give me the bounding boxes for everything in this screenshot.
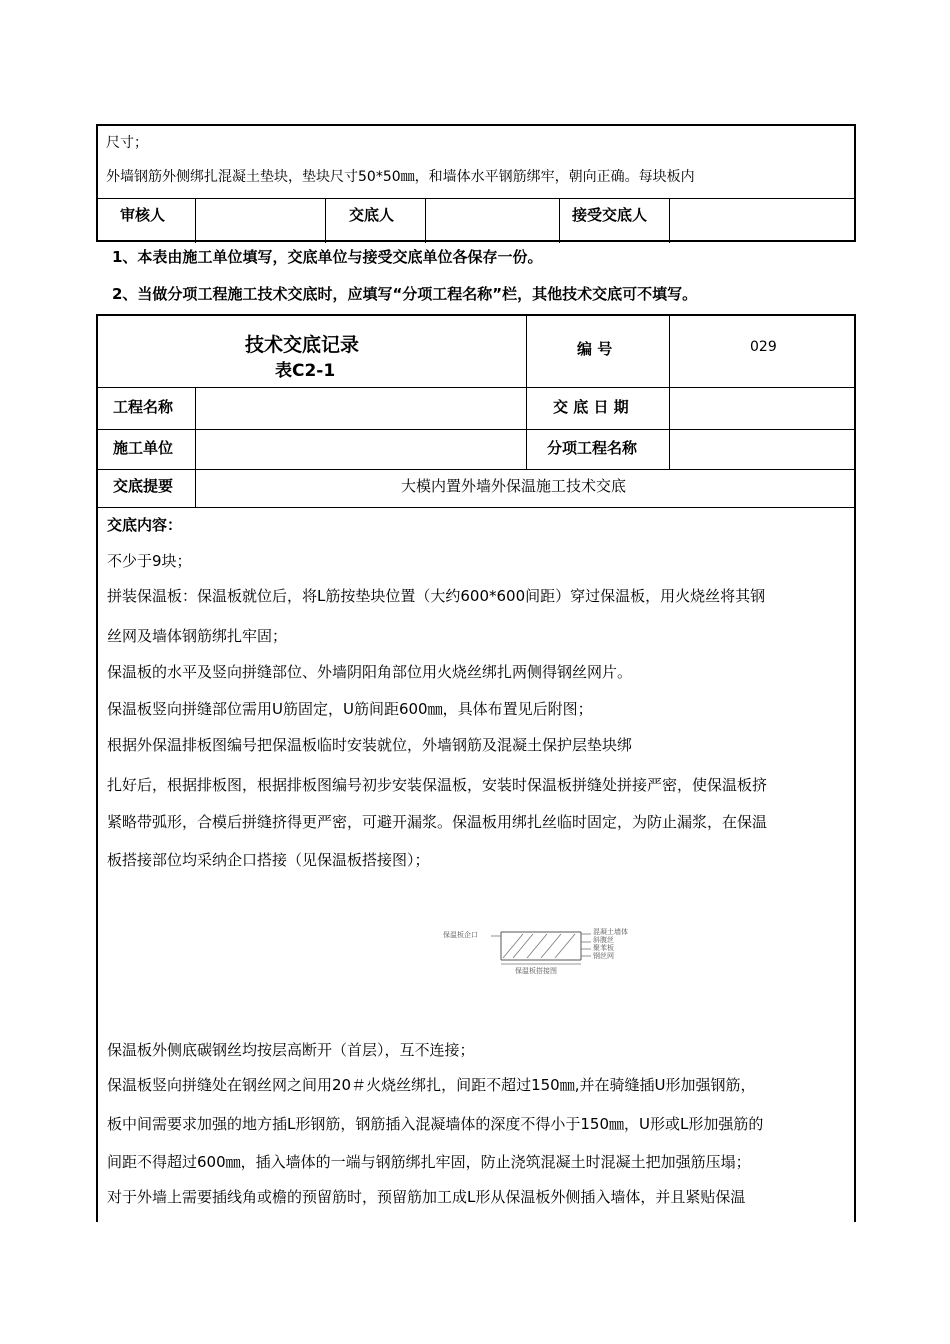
content-line: 保温板的水平及竖向拼缝部位、外墙阴阳角部位用火烧丝绑扎两侧得钢丝网片。 <box>107 663 633 681</box>
discloser-label: 交底人 <box>349 206 395 224</box>
content-line: 根据外保温排板图编号把保温板临时安装就位，外墙钢筋及混凝土保护层垫块绑 <box>107 736 633 754</box>
content-line: 丝网及墙体钢筋绑扎牢固； <box>107 627 288 645</box>
number-label: 编 号 <box>577 340 613 358</box>
content-line: 尺寸； <box>106 135 148 151</box>
note-1: 1、本表由施工单位填写，交底单位与接受交底单位各保存一份。 <box>112 248 543 266</box>
form-title: 技术交底记录 <box>245 334 360 356</box>
disclosure-date-label: 交 底 日 期 <box>553 398 629 416</box>
content-line: 板搭接部位均采纳企口搭接（见保温板搭接图）； <box>107 851 430 869</box>
content-line: 保温板竖向拼缝部位需用U筋固定，U筋间距600㎜，具体布置见后附图； <box>107 700 593 718</box>
construction-unit-label: 施工单位 <box>113 439 174 457</box>
disclosure-record-table <box>96 314 856 1222</box>
figure-label: 混凝土墙体 <box>593 928 628 936</box>
figure-label: 保温板企口 <box>443 931 478 939</box>
number-value: 029 <box>750 339 777 355</box>
content-line: 间距不得超过600㎜，插入墙体的一端与钢筋绑扎牢固，防止浇筑混凝土时混凝土把加强筋压塌； <box>107 1153 751 1171</box>
project-name-label: 工程名称 <box>113 398 174 416</box>
summary-label: 交底提要 <box>113 477 174 495</box>
overlap-diagram <box>443 914 643 984</box>
previous-page-table <box>96 124 856 242</box>
content-line: 拼装保温板：保温板就位后，将L筋按垫块位置（大约600*600间距）穿过保温板，用火烧丝将其钢 <box>107 587 766 605</box>
figure-label: 聚苯板 <box>593 944 614 952</box>
receiver-label: 接受交底人 <box>572 206 648 224</box>
content-line: 保温板外侧底碳钢丝均按层高断开（首层），互不连接； <box>107 1041 475 1059</box>
content-line: 保温板竖向拼缝处在钢丝网之间用20＃火烧丝绑扎，间距不超过150㎜,并在骑缝插U形加强钢筋， <box>107 1076 756 1094</box>
content-line: 扎好后，根据排板图，根据排板图编号初步安装保温板，安装时保温板拼缝处拼接严密，使保温板挤 <box>107 776 768 794</box>
subproject-name-label: 分项工程名称 <box>547 439 638 457</box>
reviewer-label: 审核人 <box>120 206 166 224</box>
content-line: 外墙钢筋外侧绑扎混凝土垫块，垫块尺寸50*50㎜，和墙体水平钢筋绑牢，朝向正确。每块板内 <box>106 169 695 185</box>
content-line: 板中间需要求加强的地方插L形钢筋，钢筋插入混凝墙体的深度不得小于150㎜，U形或L形加强筋的 <box>107 1115 764 1133</box>
form-subtitle: 表C2-1 <box>275 361 336 381</box>
figure-label: 钢丝网 <box>593 952 614 960</box>
content-line: 不少于9块； <box>107 552 192 570</box>
note-2: 2、当做分项工程施工技术交底时，应填写“分项工程名称”栏，其他技术交底可不填写。 <box>112 285 698 303</box>
figure-label: 斜腹丝 <box>593 936 614 944</box>
summary-value: 大模内置外墙外保温施工技术交底 <box>401 477 627 495</box>
signature-row <box>98 198 854 243</box>
content-label: 交底内容： <box>107 516 183 534</box>
content-line: 紧略带弧形，合模后拼缝挤得更严密，可避开漏浆。保温板用绑扎丝临时固定，为防止漏浆，在保温 <box>107 813 768 831</box>
content-line: 对于外墙上需要插线角或檐的预留筋时，预留筋加工成L形从保温板外侧插入墙体，并且紧贴保温 <box>107 1188 746 1206</box>
figure-caption: 保温板搭接图 <box>515 967 557 975</box>
